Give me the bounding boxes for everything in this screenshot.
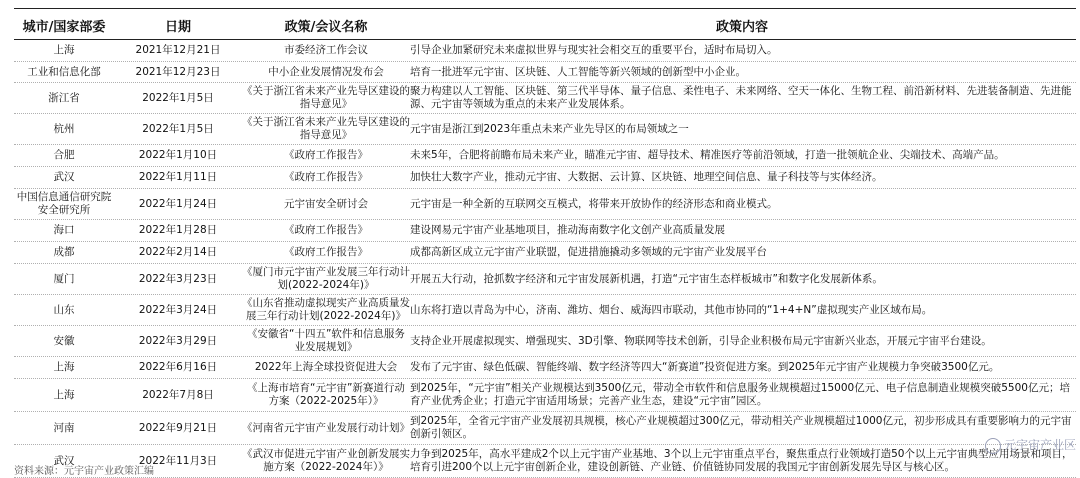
table-row: [14, 189, 1076, 220]
row-policy-content: 支持企业开展虚拟现实、增强现实、3D引擎、物联网等技术创新，引导企业积极布局元宇宙新兴业态，开展元宇宙平台建设。: [410, 334, 992, 347]
header-city: 城市/国家部委: [22, 20, 106, 35]
row-policy-name: 《上海市培育“元宇宙”新赛道行动方案（2022-2025年）》: [247, 382, 405, 407]
row-city: 安徽: [53, 334, 75, 347]
header-policy-content: 政策内容: [715, 20, 768, 35]
table-row: [14, 326, 1076, 357]
row-city: 海口: [53, 224, 75, 236]
row-policy-content: 到2025年，全省元宇宙产业发展初具规模，核心产业规模超过300亿元，带动相关产业规模超过1000亿元，初步形成具有重要影响力的元宇宙创新引领区。: [410, 415, 1072, 440]
row-policy-content: 发布了元宇宙、绿色低碳、智能终端、数字经济等四大“新赛道”投资促进方案。到2025年元宇宙产业规模力争突破3500亿元。: [410, 361, 1000, 373]
wechat-icon: [985, 438, 1001, 454]
row-city: 武汉: [53, 454, 75, 467]
row-policy-content: 元宇宙是浙江到2023年重点未来产业先导区的布局领域之一: [410, 122, 689, 135]
row-policy-name: 《山东省推动虚拟现实产业高质量发展三年行动计划(2022-2024年)》: [242, 297, 410, 322]
table-row: [14, 295, 1076, 326]
watermark: [985, 436, 1076, 454]
row-city: 成都: [53, 246, 75, 258]
footer-note: 资料来源：元宇宙产业政策汇编: [14, 466, 154, 477]
row-policy-name: 《安徽省“十四五”软件和信息服务业发展规划》: [247, 328, 405, 353]
table-row: [14, 145, 1076, 167]
table-row: [14, 412, 1076, 445]
row-policy-name: 《武汉市促进元宇宙产业创新发展实施方案（2022-2024年）》: [242, 448, 410, 473]
row-date: 2022年1月5日: [142, 122, 214, 135]
row-date: 2022年1月11日: [138, 171, 218, 183]
row-date: 2022年3月29日: [138, 334, 218, 347]
table-row: [14, 264, 1076, 295]
table-row: [14, 62, 1076, 83]
row-date: 2022年9月21日: [138, 421, 218, 434]
row-policy-content: 开展五大行动，抢抓数字经济和元宇宙发展新机遇，打造“元宇宙生态样板城市”和数字化发展新体系。: [410, 272, 883, 285]
row-policy-content: 元宇宙是一种全新的互联网交互模式，将带来开放协作的经济形态和商业模式。: [410, 197, 778, 210]
row-city: 山东: [53, 303, 75, 316]
row-policy-name: 《河南省元宇宙产业发展行动计划》: [242, 421, 410, 434]
table-row: [14, 114, 1076, 145]
row-policy-name: 《政府工作报告》: [284, 149, 368, 161]
table-header: [14, 8, 1076, 40]
row-date: 2022年3月24日: [138, 303, 218, 316]
row-policy-name: 中小企业发展情况发布会: [268, 65, 384, 78]
row-date: 2021年12月21日: [135, 44, 221, 56]
row-date: 2022年7月8日: [142, 388, 214, 401]
row-policy-content: 聚力构建以人工智能、区块链、第三代半导体、量子信息、柔性电子、未来网络、空天一体化、生物工程、前沿新材料、先进装备制造、先进能源、元宇宙等领域为重点的未来产业发展体系。: [410, 85, 1072, 110]
header-date: 日期: [164, 20, 191, 35]
row-policy-name: 2022年上海全球投资促进大会: [254, 361, 398, 373]
row-date: 2022年1月24日: [138, 197, 218, 210]
row-date: 2022年2月14日: [138, 246, 218, 258]
table-row: [14, 357, 1076, 379]
row-date: 2021年12月23日: [135, 65, 221, 78]
row-policy-content: 建设网易元宇宙产业基地项目，推动海南数字化文创产业高质量发展: [410, 224, 725, 236]
table-row: [14, 379, 1076, 412]
row-city: 厦门: [53, 272, 75, 285]
table-row: [14, 242, 1076, 264]
row-date: 2022年6月16日: [138, 361, 218, 373]
row-city: 杭州: [53, 122, 75, 135]
row-policy-name: 元宇宙安全研讨会: [284, 197, 368, 210]
row-policy-name: 市委经济工作会议: [284, 44, 368, 56]
table-row: [14, 220, 1076, 242]
row-city: 中国信息通信研究院安全研究所: [16, 191, 112, 216]
row-date: 2022年1月5日: [142, 91, 214, 104]
row-date: 2022年1月28日: [138, 224, 218, 236]
header-policy-name: 政策/会议名称: [284, 20, 368, 35]
row-policy-content: 力争到2025年，高水平建成2个以上元宇宙产业基地、3个以上元宇宙重点平台，聚焦重点行业领域打造50个以上元宇宙典型应用场景和项目，培育引进200个以上元宇宙创新企业，建设创新链、产业链、价值链协同发展的我国元宇宙创新发展先导区与核心区。: [410, 448, 1073, 473]
row-city: 上海: [53, 361, 75, 373]
row-policy-content: 到2025年，“元宇宙”相关产业规模达到3500亿元，带动全市软件和信息服务业规模超过15000亿元、电子信息制造业规模突破5500亿元；培育产业优秀企业；打造元宇宙适用场景；完善产业生态，建设“元宇宙”园区。: [410, 382, 1070, 407]
row-date: 2022年3月23日: [138, 272, 218, 285]
row-policy-name: 《关于浙江省未来产业先导区建设的指导意见》: [242, 116, 410, 141]
row-policy-content: 加快壮大数字产业，推动元宇宙、大数据、云计算、区块链、地理空间信息、量子科技等与实体经济。: [410, 171, 883, 183]
row-policy-name: 《政府工作报告》: [284, 246, 368, 258]
row-city: 武汉: [53, 171, 75, 183]
row-date: 2022年1月10日: [138, 149, 218, 161]
row-policy-name: 《政府工作报告》: [284, 171, 368, 183]
table-body: [14, 40, 1076, 478]
policy-table: [14, 8, 1076, 478]
watermark-text: 元宇宙产业区: [1003, 438, 1076, 452]
row-policy-content: 未来5年，合肥将前瞻布局未来产业，瞄准元宇宙、超导技术、精准医疗等前沿领域，打造一批领航企业、尖端技术、高端产品。: [410, 149, 1005, 161]
row-city: 上海: [53, 388, 75, 401]
row-policy-content: 引导企业加紧研究未来虚拟世界与现实社会相交互的重要平台，适时布局切入。: [410, 44, 778, 56]
row-date: 2022年11月3日: [138, 454, 218, 467]
row-city: 上海: [53, 44, 75, 56]
row-policy-content: 培育一批进军元宇宙、区块链、人工智能等新兴领域的创新型中小企业。: [410, 65, 746, 78]
row-city: 河南: [53, 421, 75, 434]
row-policy-name: 《厦门市元宇宙产业发展三年行动计划(2022-2024年)》: [242, 266, 410, 291]
row-city: 工业和信息化部: [27, 65, 101, 78]
row-policy-content: 成都高新区成立元宇宙产业联盟，促进措施撬动多领域的元宇宙产业发展平台: [410, 246, 767, 258]
row-city: 合肥: [53, 149, 75, 161]
row-policy-name: 《关于浙江省未来产业先导区建设的指导意见》: [242, 85, 410, 110]
table-row: [14, 83, 1076, 114]
table-row: [14, 40, 1076, 62]
row-policy-name: 《政府工作报告》: [284, 224, 368, 236]
row-city: 浙江省: [48, 91, 80, 104]
row-policy-content: 山东将打造以青岛为中心，济南、潍坊、烟台、威海四市联动，其他市协同的“1+4+N”虚拟现实产业区域布局。: [410, 303, 933, 316]
table-row: [14, 167, 1076, 189]
